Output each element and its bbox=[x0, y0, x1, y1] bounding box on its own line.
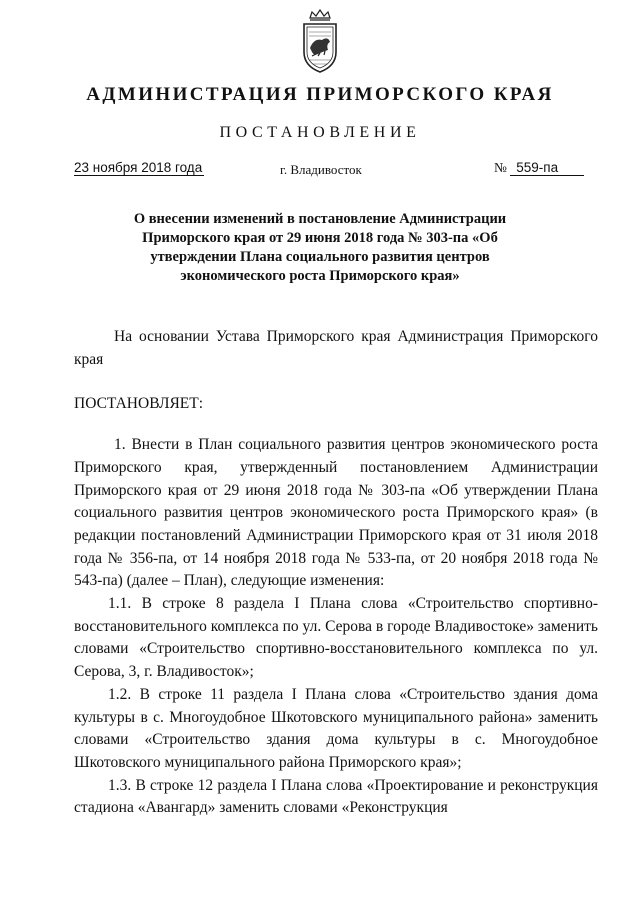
document-date: 23 ноября 2018 года bbox=[74, 160, 203, 175]
document-type: ПОСТАНОВЛЕНИЕ bbox=[219, 124, 421, 141]
document-body bbox=[74, 326, 598, 820]
number-prefix: № bbox=[494, 160, 507, 175]
document-title: О внесении изменений в постановление Администрации Приморского края от 29 июня 2018 года № 303-па «Об утверждении Плана социального развития центров экономического роста Приморского края» bbox=[133, 211, 507, 284]
document-city: г. Владивосток bbox=[280, 162, 362, 177]
item-1: 1. Внести в План социального развития центров экономического роста Приморского края, утвержденный постановлением Администрации Приморского края от 29 июня 2018 года № 303-па «Об утверждении Плана социального развития центров экономического роста Приморского края» (в редакции постановлений Администрации Приморского края от 31 июля 2018 года № 356-па, от 14 ноября 2018 года № 533-па, от 20 ноября 2018 года № 543-па) (далее – План), следующие изменения: bbox=[74, 436, 598, 590]
document-number bbox=[494, 160, 584, 176]
number-value: 559-па bbox=[510, 160, 584, 176]
item-1-3: 1.3. В строке 12 раздела I Плана слова «Проектирование и реконструкция стадиона «Авангард» заменить словами «Реконструкция bbox=[74, 776, 598, 817]
basis-paragraph: На основании Устава Приморского края Администрация Приморского края bbox=[74, 328, 598, 368]
decree-word: ПОСТАНОВЛЯЕТ: bbox=[74, 395, 204, 413]
item-1-2: 1.2. В строке 11 раздела I Плана слова «Строительство здания дома культуры в с. Многоудобное Шкотовского муниципального района» заменить словами «Строительство здания дома культуры в с. Многоудобное Шкотовского муниципального района Приморского края»; bbox=[74, 685, 598, 771]
item-1-1: 1.1. В строке 8 раздела I Плана слова «Строительство спортивно-восстановительного комплекса по ул. Серова в городе Владивостоке» заменить словами «Строительство спортивно-восстановительного комплекса по ул. Серова, 3, г. Владивосток»; bbox=[74, 595, 598, 681]
organization-name: АДМИНИСТРАЦИЯ ПРИМОРСКОГО КРАЯ bbox=[86, 84, 554, 105]
coat-of-arms-icon bbox=[296, 8, 344, 74]
